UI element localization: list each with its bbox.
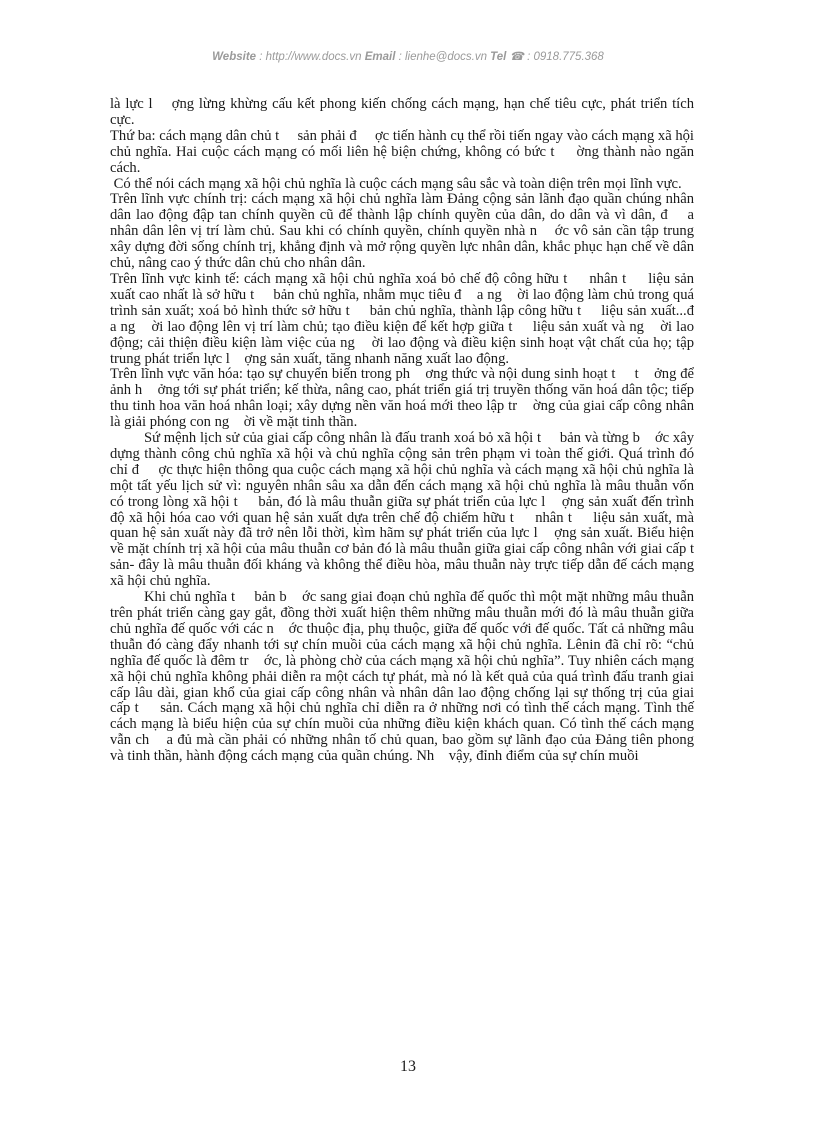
tel-number: ☎ : 0918.775.368 xyxy=(506,51,604,63)
document-body xyxy=(110,96,713,765)
paragraph: là lực l ợng lừng khừng cấu kết phong kiến chống cách mạng, hạn chế tiêu cực, phát triển tích cực. xyxy=(110,96,698,128)
paragraph: Trên lĩnh vực kinh tế: cách mạng xã hội chủ nghĩa xoá bỏ chế độ công hữu t nhân t liệu sản xuất cao nhất là sở hữu t bản chủ nghĩa, nhằm mục tiêu đ a ng ời lao động làm chủ trong quá trình sản xuất; xoá bỏ hình thức sở hữu t bản chủ nghĩa, thành lập công hữu t liệu sản xuất...đ a ng ời lao động lên vị trí làm chủ; tạo điều kiện để kết hợp giữa t liệu sản xuất và ng ời lao động; cải thiện điều kiện làm việc của ng ời lao động và điều kiện sinh hoạt vật chất của họ; tập trung phát triển lực l ợng sản xuất, tăng nhanh năng xuất lao động. xyxy=(110,270,709,367)
website-url[interactable]: : http://www.docs.vn xyxy=(256,51,365,63)
paragraph: Trên lĩnh vực văn hóa: tạo sự chuyển biến trong ph ơng thức và nội dung sinh hoạt t t ởng để ảnh h ởng tới sự phát triển; kế thừa, nâng cao, phát triển giá trị truyền thống văn hoá dân tộc; tiếp thu tinh hoa văn hoá nhân loại; xây dựng nền văn hoá mới theo lập tr ờng của giai cấp công nhân là giải phóng con ng ời về mặt tinh thần. xyxy=(110,366,698,431)
tel-label: Tel xyxy=(490,51,507,63)
website-label: Website xyxy=(212,51,257,63)
paragraph: Có thể nói cách mạng xã hội chủ nghĩa là cuộc cách mạng sâu sắc và toàn diện trên mọi lĩnh vực. xyxy=(110,175,682,192)
email-label: Email xyxy=(364,51,396,63)
paragraph: Sứ mệnh lịch sử của giai cấp công nhân là đấu tranh xoá bỏ xã hội t bản và từng b ớc xây dựng thành công chủ nghĩa xã hội và chủ nghĩa cộng sản trên phạm vi toàn thế giới. Quá trình đó chỉ đ ợc thực hiện thông qua cuộc cách mạng xã hội chủ nghĩa và cách mạng xã hội chủ nghĩa là một tất yếu lịch sử vì: nguyên nhân sâu xa dẫn đến cách mạng xã hội chủ nghĩa là mâu thuẫn vốn có trong lòng xã hội t bản, đó là mâu thuẫn giữa sự phát triển của lực l ợng sản xuất đến trình độ xã hội hóa cao với quan hệ sản xuất dựa trên chế độ chiếm hữu t nhân t liệu sản xuất, mà quan hệ sản xuất này đã trở nên lỗi thời, kìm hãm sự phát triển của lực l ợng sản xuất. Biểu hiện về mặt chính trị xã hội của mâu thuẫn cơ bản đó là mâu thuẫn giữa giai cấp công nhân với giai cấp t sản- đây là mâu thuẫn đối kháng và không thể điều hòa, mâu thuẫn này trực tiếp dẫn đế cách mạng xã hội chủ nghĩa. xyxy=(110,430,713,590)
paragraph: Trên lĩnh vực chính trị: cách mạng xã hội chủ nghĩa làm Đảng cộng sản lãnh đạo quần chúng nhân dân lao động đập tan chính quyền cũ để thành lập chính quyền của dân, do dân và vì dân, đ a nhân dân lên vị trí làm chủ. Sau khi có chính quyền, chính quyền nhà n ớc vô sản cần tập trung xây dựng đời sống chính trị, khẳng định và mở rộng quyền lực nhân dân, khắc phục hạn chế về dân chủ, nâng cao ý thức dân chủ cho nhân dân. xyxy=(110,191,698,272)
paragraph: Khi chủ nghĩa t bản b ớc sang giai đoạn chủ nghĩa đế quốc thì một mặt những mâu thuẫn trên phát triển càng gay gắt, đồng thời xuất hiện thêm những mâu thuẫn mới đó là mâu thuẫn giữa chủ nghĩa đế quốc với các n ớc thuộc địa, phụ thuộc, giữa đế quốc với đế quốc. Tất cả những mâu thuẫn đó càng đẩy nhanh tới sự chín muồi của cách mạng xã hội chủ nghĩa. Lênin đã chỉ rõ: “chủ nghĩa đế quốc là đêm tr ớc, là phòng chờ của cách mạng xã hội chủ nghĩa”. Tuy nhiên cách mạng xã hội chủ nghĩa không phải diễn ra một cách tự phát, mà nó là kết quả của quá trình đấu tranh giai cấp lâu dài, gian khổ của giai cấp công nhân và nhân dân lao động chống lại sự thống trị của giai cấp t sản. Cách mạng xã hội chủ nghĩa chỉ diễn ra ở những nơi có tình thế cách mạng. Tình thế cách mạng là biểu hiện của sự chín muồi của những điều kiện khách quan. Có tình thế cách mạng vẫn ch a đủ mà cần phải có những nhân tố chủ quan, bao gồm sự lãnh đạo của Đảng tiên phong và tinh thần, hành động cách mạng của quần chúng. Nh vậy, đỉnh điểm của sự chín muồi xyxy=(110,589,698,765)
email-address[interactable]: : lienhe@docs.vn xyxy=(395,51,491,63)
page-number: 13 xyxy=(400,1058,416,1075)
page-header xyxy=(0,49,816,63)
paragraph: Thứ ba: cách mạng dân chủ t sản phải đ ợc tiến hành cụ thể rồi tiến ngay vào cách mạng xã hội chủ nghĩa. Hai cuộc cách mạng có mối liên hệ biện chứng, không có bức t ờng thành nào ngăn cách. xyxy=(110,127,698,176)
